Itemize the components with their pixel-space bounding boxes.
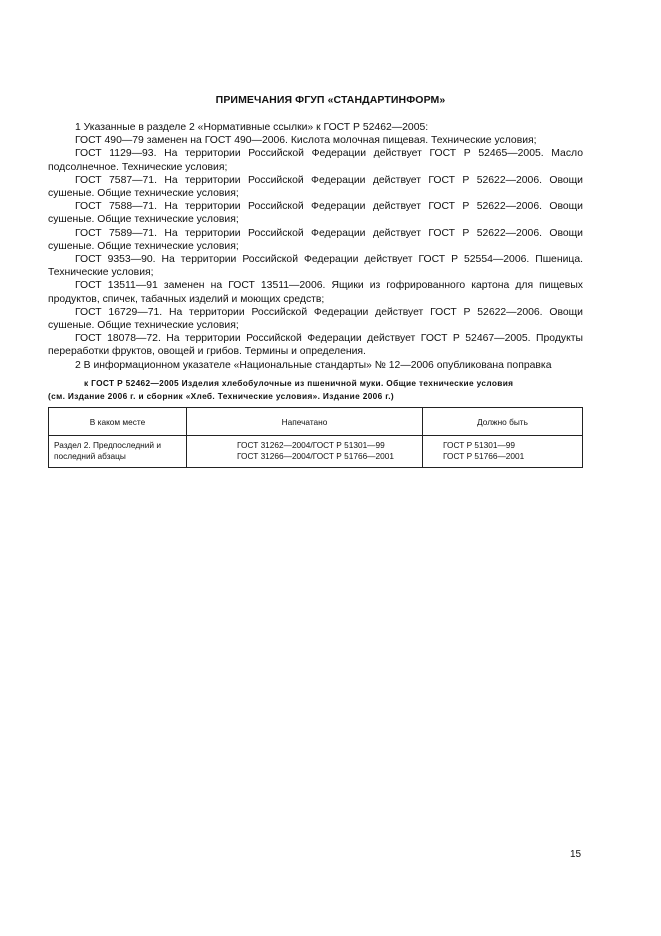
page-number: 15 xyxy=(570,849,582,860)
correct-line: ГОСТ Р 51301—99 xyxy=(443,440,516,450)
note-paragraph: ГОСТ 7589—71. На территории Российской Федерации действует ГОСТ Р 52622—2006. Овощи сушеные. Общие технические условия; xyxy=(48,227,583,252)
note-paragraph: ГОСТ 9353—90. На территории Российской Федерации действует ГОСТ Р 52554—2006. Пшеница. Технические условия; xyxy=(48,254,583,279)
cell-place: Раздел 2. Предпоследний и последний абзацы xyxy=(49,436,187,468)
note-paragraph: ГОСТ 1129—93. На территории Российской Федерации действует ГОСТ Р 52465—2005. Масло подсолнечное. Технические условия; xyxy=(48,148,583,173)
cell-correct xyxy=(423,436,583,468)
note-paragraph: ГОСТ 490—79 заменен на ГОСТ 490—2006. Кислота молочная пищевая. Технические условия; xyxy=(75,135,537,147)
correct-line: ГОСТ Р 51766—2001 xyxy=(443,451,525,461)
note-paragraph: 1 Указанные в разделе 2 «Нормативные ссылки» к ГОСТ Р 52462—2005: xyxy=(75,122,429,133)
notes-body xyxy=(48,121,583,372)
note-paragraph: ГОСТ 16729—71. На территории Российской Федерации действует ГОСТ Р 52622—2006. Овощи сушеные. Общие технические условия; xyxy=(48,306,583,332)
table-header-row xyxy=(49,408,583,436)
note-paragraph: ГОСТ 7588—71. На территории Российской Федерации действует ГОСТ Р 52622—2006. Овощи сушеные. Общие технические условия; xyxy=(48,201,583,226)
amendment-caption xyxy=(48,377,583,402)
note-paragraph: ГОСТ 18078—72. На территории Российской Федерации действует ГОСТ Р 52467—2005. Продукты переработки фруктов, овощей и грибов. Термины и определения. xyxy=(48,333,583,358)
header-printed: Напечатано xyxy=(187,408,423,436)
caption-line: к ГОСТ Р 52462—2005 Изделия хлебобулочные из пшеничной муки. Общие технические условия xyxy=(84,378,514,388)
printed-line: ГОСТ 31262—2004/ГОСТ Р 51301—99 xyxy=(237,440,385,450)
note-paragraph: ГОСТ 13511—91 заменен на ГОСТ 13511—2006. Ящики из гофрированного картона для пищевых продуктов, спичек, табачных изделий и моющих средств; xyxy=(48,280,583,305)
page-title: ПРИМЕЧАНИЯ ФГУП «СТАНДАРТИНФОРМ» xyxy=(215,94,446,106)
caption-line: (см. Издание 2006 г. и сборник «Хлеб. Технические условия». Издание 2006 г.) xyxy=(48,390,394,401)
correction-table xyxy=(48,407,583,468)
table-row xyxy=(49,436,583,468)
header-place: В каком месте xyxy=(49,408,187,436)
header-correct: Должно быть xyxy=(423,408,583,436)
note-paragraph: 2 В информационном указателе «Национальные стандарты» № 12—2006 опубликована поправка xyxy=(75,359,552,371)
note-paragraph: ГОСТ 7587—71. На территории Российской Федерации действует ГОСТ Р 52622—2006. Овощи сушеные. Общие технические условия; xyxy=(48,174,583,200)
printed-line: ГОСТ 31266—2004/ГОСТ Р 51766—2001 xyxy=(237,451,394,461)
cell-printed xyxy=(187,436,423,468)
